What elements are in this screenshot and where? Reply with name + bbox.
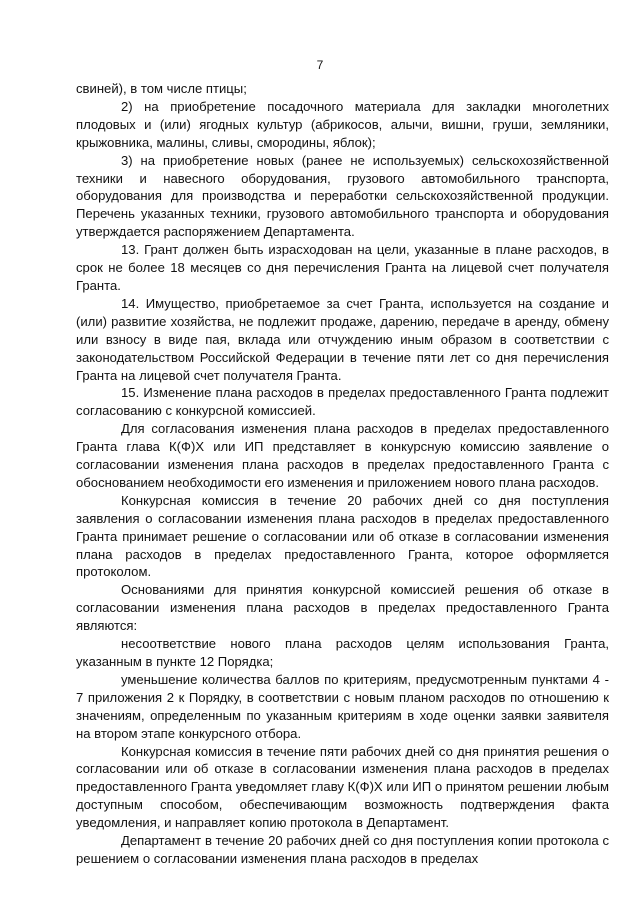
paragraph-6: 15. Изменение плана расходов в пределах предоставленного Гранта подлежит согласованию с конкурсной комиссией.: [76, 385, 609, 419]
page-number: 7: [316, 58, 324, 72]
paragraph-13: Департамент в течение 20 рабочих дней со дня поступления копии протокола с решением о согласовании изменения плана расходов в пределах: [76, 833, 609, 866]
paragraph-4: 13. Грант должен быть израсходован на цели, указанные в плане расходов, в срок не более 18 месяцев со дня перечисления Гранта на лицевой счет получателя Гранта.: [76, 242, 609, 293]
paragraph-7: Для согласования изменения плана расходов в пределах предоставленного Гранта глава К(Ф)Х или ИП представляет в конкурсную комиссию заявление о согласовании изменения плана расходов в пределах предоставленного Гранта с обоснованием необходимости его изменения и приложением нового плана расходов.: [76, 421, 609, 490]
paragraph-9: Основаниями для принятия конкурсной комиссией решения об отказе в согласовании изменения плана расходов в пределах предоставленного Гранта являются:: [76, 582, 609, 634]
document-body: [76, 80, 609, 868]
paragraph-10: несоответствие нового плана расходов целям использования Гранта, указанным в пункте 12 Порядка;: [76, 636, 609, 669]
paragraph-1: свиней), в том числе птицы;: [76, 81, 247, 96]
paragraph-12: Конкурсная комиссия в течение пяти рабочих дней со дня принятия решения о согласовании или об отказе в согласовании изменения плана расходов в пределах предоставленного Гранта уведомляет главу К(Ф)Х или ИП о принятом решении любым доступным способом, обеспечивающим возможность подтверждения факта уведомления, и направляет копию протокола в Департамент.: [76, 743, 609, 831]
paragraph-2: 2) на приобретение посадочного материала для закладки многолетних плодовых и (или) ягодных культур (абрикосов, алычи, вишни, груши, земляники, крыжовника, малины, сливы, смородины, яблок);: [76, 98, 609, 150]
paragraph-11: уменьшение количества баллов по критериям, предусмотренным пунктами 4 - 7 приложения 2 к Порядку, в соответствии с новым планом расходов по отношению к значениям, определенным по указанным критериям в ходе оценки заявки заявителя на втором этапе конкурсного отбора.: [76, 671, 609, 741]
paragraph-8: Конкурсная комиссия в течение 20 рабочих дней со дня поступления заявления о согласовании изменения плана расходов в пределах предоставленного Гранта принимает решение о согласовании или об отказе в согласовании изменения плана расходов в пределах предоставленного Гранта, которое оформляется протоколом.: [76, 492, 609, 580]
paragraph-3: 3) на приобретение новых (ранее не используемых) сельскохозяйственной техники и навесного оборудования, грузового автомобильного транспорта, оборудования для производства и переработки сельскохозяйственной продукции. Перечень указанных техники, грузового автомобильного транспорта и оборудования утверждается распоряжением Департамента.: [76, 152, 609, 240]
paragraph-5: 14. Имущество, приобретаемое за счет Гранта, используется на создание и (или) развитие хозяйства, не подлежит продаже, дарению, передаче в аренду, обмену или взносу в виде пая, вклада или отчуждению иным образом в соответствии с законодательством Российской Федерации в течение пяти лет со дня перечисления Гранта на лицевой счет получателя Гранта.: [76, 295, 609, 383]
